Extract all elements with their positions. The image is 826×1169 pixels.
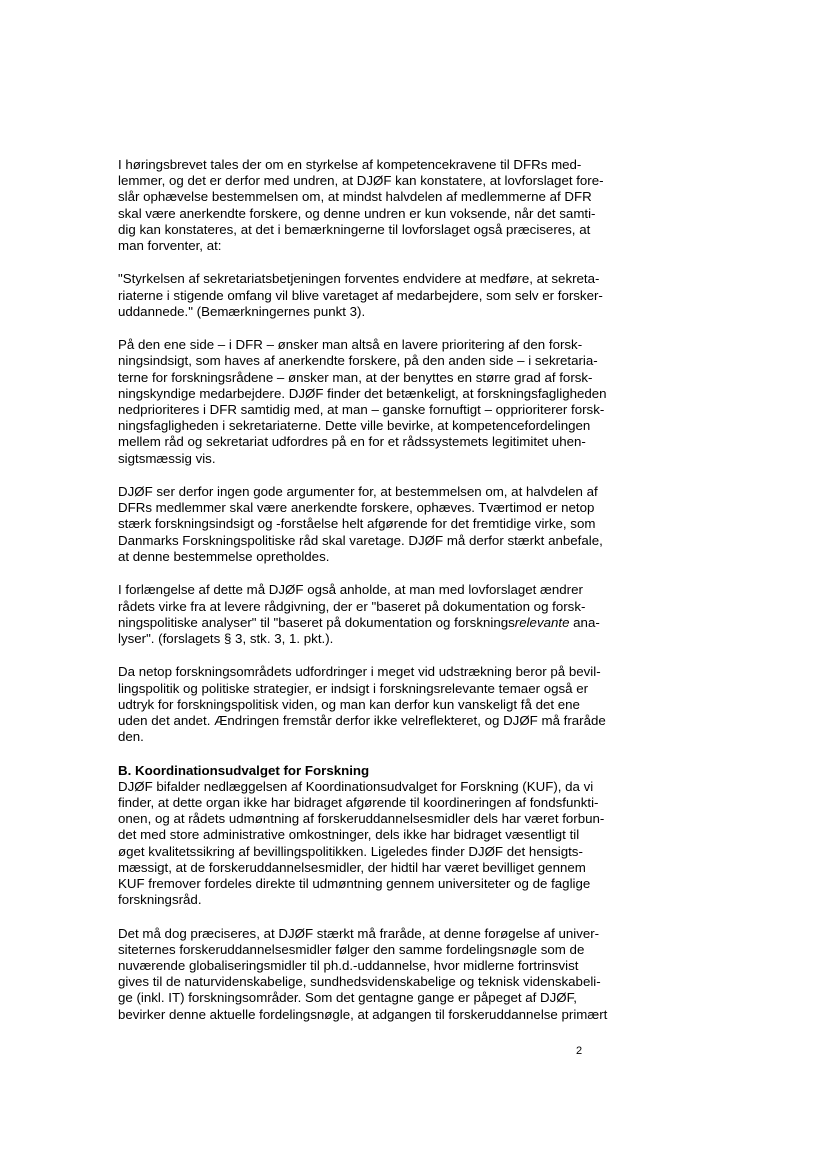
text-line: rådets virke fra at levere rådgivning, der er "baseret på dokumentation og forsk- <box>118 598 586 614</box>
text-line: lingspolitik og politiske strategier, er indsigt i forskningsrelevante temaer også er <box>118 680 589 696</box>
text-line: terne for forskningsrådene – ønsker man, at der benyttes en større grad af forsk- <box>118 369 593 385</box>
section-heading: B. Koordinationsudvalget for Forskning <box>118 762 370 778</box>
text-line: mæssigt, at de forskeruddannelsesmidler, der hidtil har været bevilliget gennem <box>118 859 586 875</box>
text-segment: ana- <box>569 614 600 630</box>
paragraph-quote <box>118 271 614 320</box>
text-line: uden det andet. Ændringen fremstår derfor ikke velreflekteret, og DJØF må fraråde <box>118 712 606 728</box>
text-line: finder, at dette organ ikke har bidraget afgørende til koordineringen af fondsfunkti- <box>118 794 599 810</box>
text-line: at denne bestemmelse opretholdes. <box>118 548 330 564</box>
text-line: man forventer, at: <box>118 237 222 253</box>
text-line: stærk forskningsindsigt og -forståelse helt afgørende for det fremtidige virke, som <box>118 516 596 532</box>
text-line: uddannede." (Bemærkningernes punkt 3). <box>118 303 366 319</box>
text-line: mellem råd og sekretariat udfordres på en for et rådssystemets legitimitet uhen- <box>118 434 586 450</box>
text-line: dig kan konstateres, at det i bemærkningerne til lovforslaget også præciseres, at <box>118 221 591 237</box>
text-line: DJØF ser derfor ingen gode argumenter for, at bestemmelsen om, at halvdelen af <box>118 484 598 500</box>
text-line: På den ene side – i DFR – ønsker man altså en lavere prioritering af den forsk- <box>118 337 583 353</box>
text-line: onen, og at rådets udmøntning af forskeruddannelsesmidler dels har været forbun- <box>118 811 605 827</box>
italic-word: relevante <box>514 614 570 630</box>
text-line: ge (inkl. IT) forskningsområder. Som det gentagne gange er påpeget af DJØF, <box>118 990 577 1006</box>
text-line: ningsindsigt, som haves af anerkendte forskere, på den anden side – i sekretaria- <box>118 353 598 369</box>
text-line: Det må dog præciseres, at DJØF stærkt må fraråde, at denne forøgelse af univer- <box>118 925 600 941</box>
text-segment: ningspolitiske analyser" til "baseret på dokumentation og forsknings <box>118 614 515 630</box>
text-line: øget kvalitetssikring af bevillingspolitikken. Ligeledes finder DJØF det hensigts- <box>118 843 583 859</box>
page-number: 2 <box>576 1045 583 1057</box>
text-line: Da netop forskningsområdets udfordringer i meget vid udstrækning beror på bevil- <box>118 664 601 680</box>
text-line: den. <box>118 729 144 745</box>
text-line: gives til de naturvidenskabelige, sundhedsvidenskabelige og teknisk videnskabeli- <box>118 974 601 990</box>
text-line: det med store administrative omkostninger, dels ikke har bidraget væsentligt til <box>118 827 580 843</box>
text-line: forskningsråd. <box>118 892 202 908</box>
paragraph-i-forlaengelse <box>118 582 614 647</box>
text-line: udtryk for forskningspolitisk viden, og man kan derfor kun vanskeligt få det ene <box>118 696 580 712</box>
text-line: lemmer, og det er derfor med undren, at DJØF kan konstatere, at lovforslaget fore- <box>118 173 604 189</box>
paragraph-da-netop <box>118 664 614 745</box>
text-line: I høringsbrevet tales der om en styrkelse af kompetencekravene til DFRs med- <box>118 157 582 172</box>
paragraph-paa-den-ene-side <box>118 337 614 467</box>
text-line-with-italic <box>118 615 614 631</box>
text-line: KUF fremover fordeles direkte til udmøntning gennem universiteter og de faglige <box>118 875 591 891</box>
text-line: sigtsmæssig vis. <box>118 450 216 466</box>
text-line: lyser". (forslagets § 3, stk. 3, 1. pkt.). <box>118 630 334 646</box>
text-line: siteternes forskeruddannelsesmidler følger den samme fordelingsnøgle som de <box>118 941 585 957</box>
text-line: DJØF bifalder nedlæggelsen af Koordinationsudvalget for Forskning (KUF), da vi <box>118 778 594 794</box>
paragraph-hoeringsbrevet <box>118 157 614 254</box>
text-line: "Styrkelsen af sekretariatsbetjeningen forventes endvidere at medføre, at sekreta- <box>118 271 600 287</box>
text-line: nedprioriteres i DFR samtidig med, at man – ganske fornuftigt – opprioriterer forsk- <box>118 402 605 418</box>
text-line: riaterne i stigende omfang vil blive varetaget af medarbejdere, som selv er forsker- <box>118 287 603 303</box>
text-line: ningskyndige medarbejdere. DJØF finder det betænkeligt, at forskningsfagligheden <box>118 385 607 401</box>
document-body <box>118 157 614 1023</box>
text-line: DFRs medlemmer skal være anerkendte forskere, ophæves. Tværtimod er netop <box>118 500 595 516</box>
text-line: I forlængelse af dette må DJØF også anholde, at man med lovforslaget ændrer <box>118 582 583 598</box>
paragraph-det-maa-dog <box>118 926 614 1023</box>
text-line: bevirker denne aktuelle fordelingsnøgle, at adgangen til forskeruddannelse primært <box>118 1006 608 1022</box>
text-line: nuværende globaliseringsmidler til ph.d.-uddannelse, hvor midlerne fortrinsvist <box>118 957 579 973</box>
text-line: Danmarks Forskningspolitiske råd skal varetage. DJØF må derfor stærkt anbefale, <box>118 532 603 548</box>
text-line: skal være anerkendte forskere, og denne undren er kun voksende, når det samti- <box>118 205 596 221</box>
paragraph-koordinationsudvalget <box>118 763 614 909</box>
paragraph-djoef-ser-derfor <box>118 484 614 565</box>
text-line: ningsfagligheden i sekretariaterne. Dette ville bevirke, at kompetencefordelingen <box>118 418 591 434</box>
text-line: slår ophævelse bestemmelsen om, at mindst halvdelen af medlemmerne af DFR <box>118 189 592 205</box>
